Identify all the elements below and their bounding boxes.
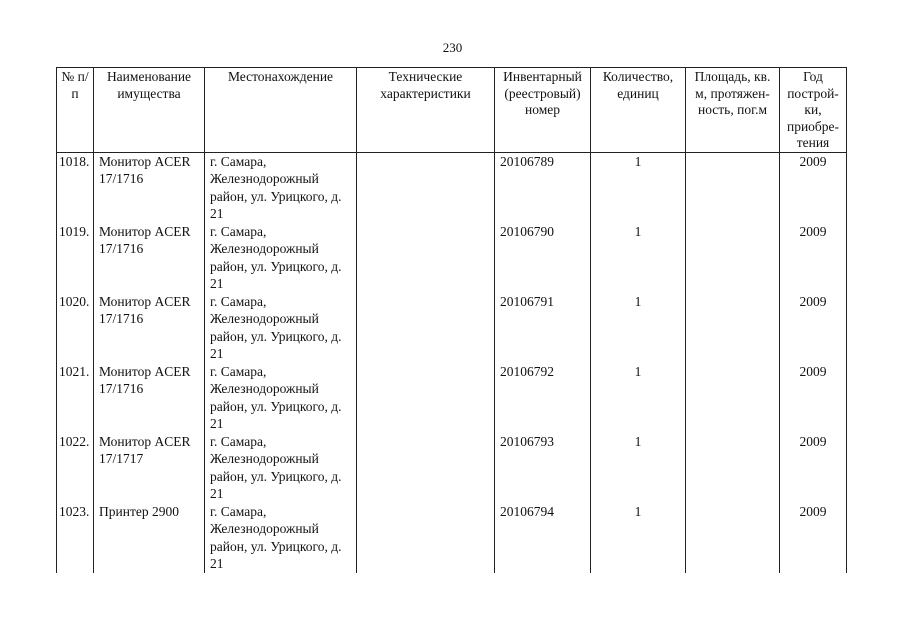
cell-tech <box>357 223 495 293</box>
cell-location: г. Самара, Железнодорожный район, ул. Урицкого, д. 21 <box>205 503 357 573</box>
cell-name: Принтер 2900 <box>94 503 205 573</box>
cell-num: 1020. <box>57 293 94 363</box>
cell-tech <box>357 363 495 433</box>
cell-area <box>686 223 780 293</box>
cell-tech <box>357 293 495 363</box>
cell-location: г. Самара, Железнодорожный район, ул. Урицкого, д. 21 <box>205 433 357 503</box>
table-row <box>57 223 847 293</box>
cell-quantity: 1 <box>591 293 686 363</box>
cell-quantity: 1 <box>591 363 686 433</box>
cell-tech <box>357 433 495 503</box>
table-row <box>57 293 847 363</box>
header-inventory: Инвентарный (реестровый) номер <box>495 68 591 153</box>
cell-num: 1022. <box>57 433 94 503</box>
cell-year: 2009 <box>780 293 847 363</box>
header-year: Год построй-ки, приобре-тения <box>780 68 847 153</box>
cell-inventory: 20106790 <box>495 223 591 293</box>
header-quantity: Количество, единиц <box>591 68 686 153</box>
cell-location: г. Самара, Железнодорожный район, ул. Урицкого, д. 21 <box>205 223 357 293</box>
table-row <box>57 152 847 223</box>
cell-quantity: 1 <box>591 152 686 223</box>
cell-inventory: 20106792 <box>495 363 591 433</box>
table-row <box>57 363 847 433</box>
cell-location: г. Самара, Железнодорожный район, ул. Урицкого, д. 21 <box>205 293 357 363</box>
cell-year: 2009 <box>780 152 847 223</box>
cell-area <box>686 433 780 503</box>
table-row <box>57 433 847 503</box>
table-header-row <box>57 68 847 153</box>
cell-inventory: 20106791 <box>495 293 591 363</box>
cell-num: 1021. <box>57 363 94 433</box>
table-body <box>57 152 847 573</box>
cell-quantity: 1 <box>591 223 686 293</box>
header-tech: Технические характеристики <box>357 68 495 153</box>
cell-year: 2009 <box>780 503 847 573</box>
cell-name: Монитор ACER 17/1716 <box>94 363 205 433</box>
property-registry-table <box>56 67 847 573</box>
cell-num: 1018. <box>57 152 94 223</box>
cell-year: 2009 <box>780 363 847 433</box>
header-location: Местонахождение <box>205 68 357 153</box>
cell-area <box>686 503 780 573</box>
cell-name: Монитор ACER 17/1716 <box>94 223 205 293</box>
table-row <box>57 503 847 573</box>
cell-name: Монитор ACER 17/1717 <box>94 433 205 503</box>
header-area: Площадь, кв. м, протяжен-ность, пог.м <box>686 68 780 153</box>
cell-num: 1019. <box>57 223 94 293</box>
page-number: 230 <box>442 40 463 55</box>
cell-tech <box>357 152 495 223</box>
cell-quantity: 1 <box>591 433 686 503</box>
cell-year: 2009 <box>780 223 847 293</box>
header-num: № п/п <box>57 68 94 153</box>
cell-location: г. Самара, Железнодорожный район, ул. Урицкого, д. 21 <box>205 363 357 433</box>
header-name: Наименование имущества <box>94 68 205 153</box>
cell-year: 2009 <box>780 433 847 503</box>
cell-tech <box>357 503 495 573</box>
cell-inventory: 20106789 <box>495 152 591 223</box>
cell-location: г. Самара, Железнодорожный район, ул. Урицкого, д. 21 <box>205 152 357 223</box>
cell-name: Монитор ACER 17/1716 <box>94 152 205 223</box>
cell-num: 1023. <box>57 503 94 573</box>
cell-area <box>686 363 780 433</box>
cell-inventory: 20106793 <box>495 433 591 503</box>
cell-area <box>686 293 780 363</box>
cell-quantity: 1 <box>591 503 686 573</box>
cell-inventory: 20106794 <box>495 503 591 573</box>
cell-area <box>686 152 780 223</box>
cell-name: Монитор ACER 17/1716 <box>94 293 205 363</box>
